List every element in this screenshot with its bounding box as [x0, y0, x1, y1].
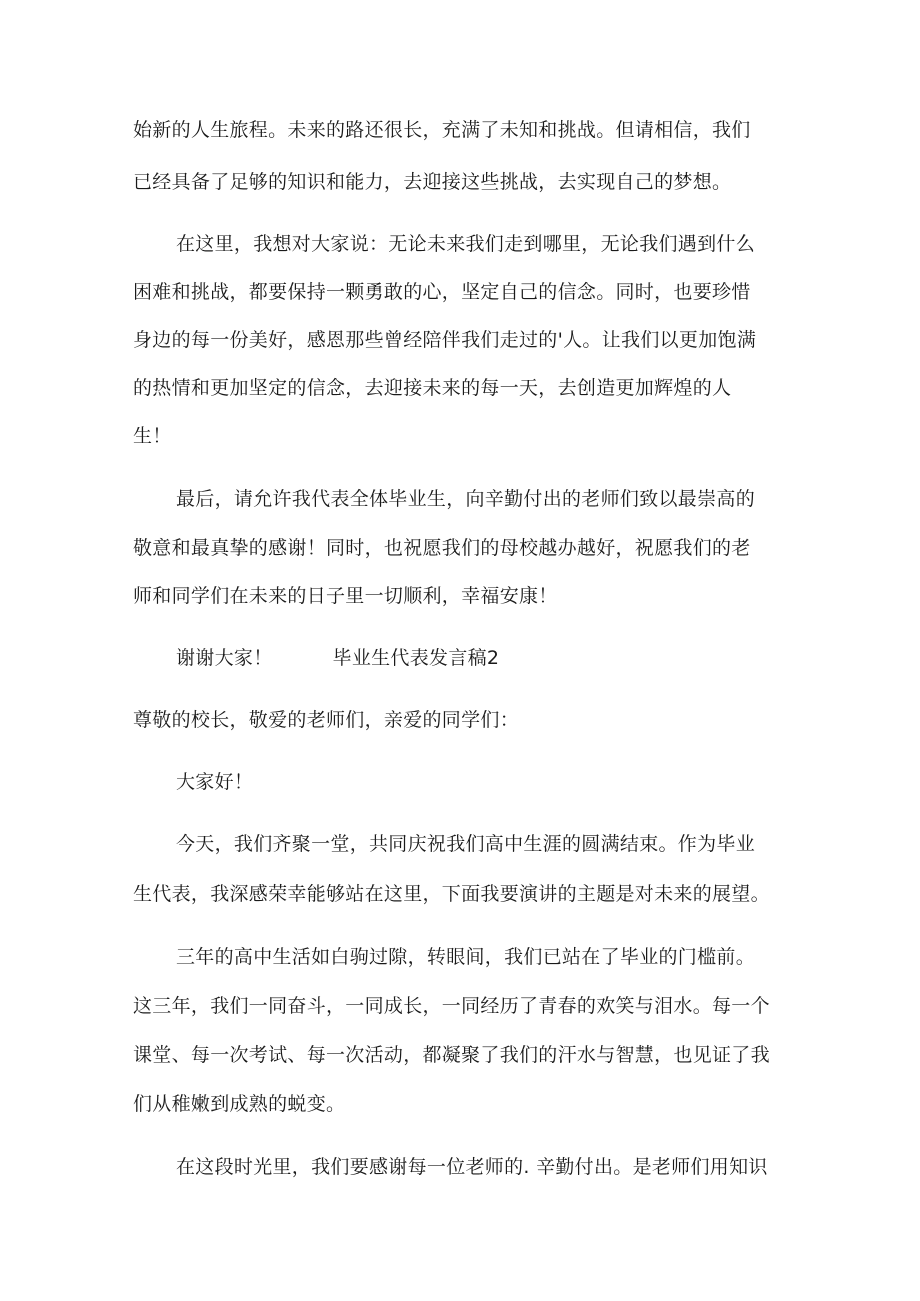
paragraph-3-line-3: 师和同学们在未来的日子里一切顺利，幸福安康！ [133, 585, 558, 607]
paragraph-5-line-2: 这三年，我们一同奋斗，一同成长，一同经历了青春的欢笑与泪水。每一个 [133, 995, 770, 1017]
paragraph-2-line-5: 生！ [133, 425, 172, 447]
greeting: 大家好！ [176, 771, 254, 793]
paragraph-1-line-2: 已经具备了足够的知识和能力，去迎接这些挑战，去实现自己的梦想。 [133, 171, 732, 193]
paragraph-4-line-1: 今天，我们齐聚一堂，共同庆祝我们高中生涯的圆满结束。作为毕业 [176, 833, 756, 855]
paragraph-1-line-1: 始新的人生旅程。未来的路还很长，充满了未知和挑战。但请相信，我们 [133, 119, 751, 141]
paragraph-4-line-2: 生代表，我深感荣幸能够站在这里，下面我要演讲的主题是对未来的展望。 [133, 883, 770, 905]
paragraph-2-line-2: 困难和挑战，都要保持一颗勇敢的心，坚定自己的信念。同时，也要珍惜 [133, 281, 751, 303]
paragraph-6-line-1: 在这段时光里，我们要感谢每一位老师的. 辛勤付出。是老师们用知识 [176, 1156, 768, 1178]
paragraph-3-line-2: 敬意和最真挚的感谢！同时，也祝愿我们的母校越办越好，祝愿我们的老 [133, 537, 751, 559]
paragraph-2-line-3: 身边的每一份美好，感恩那些曾经陪伴我们走过的'人。让我们以更加饱满 [133, 329, 757, 351]
closing-line [176, 646, 499, 670]
paragraph-2-line-1: 在这里，我想对大家说：无论未来我们走到哪里，无论我们遇到什么 [176, 233, 756, 255]
paragraph-2-line-4: 的热情和更加坚定的信念，去迎接未来的每一天，去创造更加辉煌的人 [133, 377, 732, 399]
paragraph-5-line-4: 们从稚嫩到成熟的蜕变。 [133, 1093, 346, 1115]
paragraph-5-line-3: 课堂、每一次考试、每一次活动，都凝聚了我们的汗水与智慧，也见证了我 [133, 1044, 770, 1066]
paragraph-5-line-1: 三年的高中生活如白驹过隙，转眼间，我们已站在了毕业的门槛前。 [176, 946, 756, 968]
section-title: 毕业生代表发言稿2 [332, 647, 500, 669]
paragraph-3-line-1: 最后，请允许我代表全体毕业生，向辛勤付出的老师们致以最崇高的 [176, 488, 756, 510]
closing-text: 谢谢大家！ [176, 647, 273, 669]
salutation: 尊敬的校长，敬爱的老师们，亲爱的同学们： [133, 709, 520, 731]
